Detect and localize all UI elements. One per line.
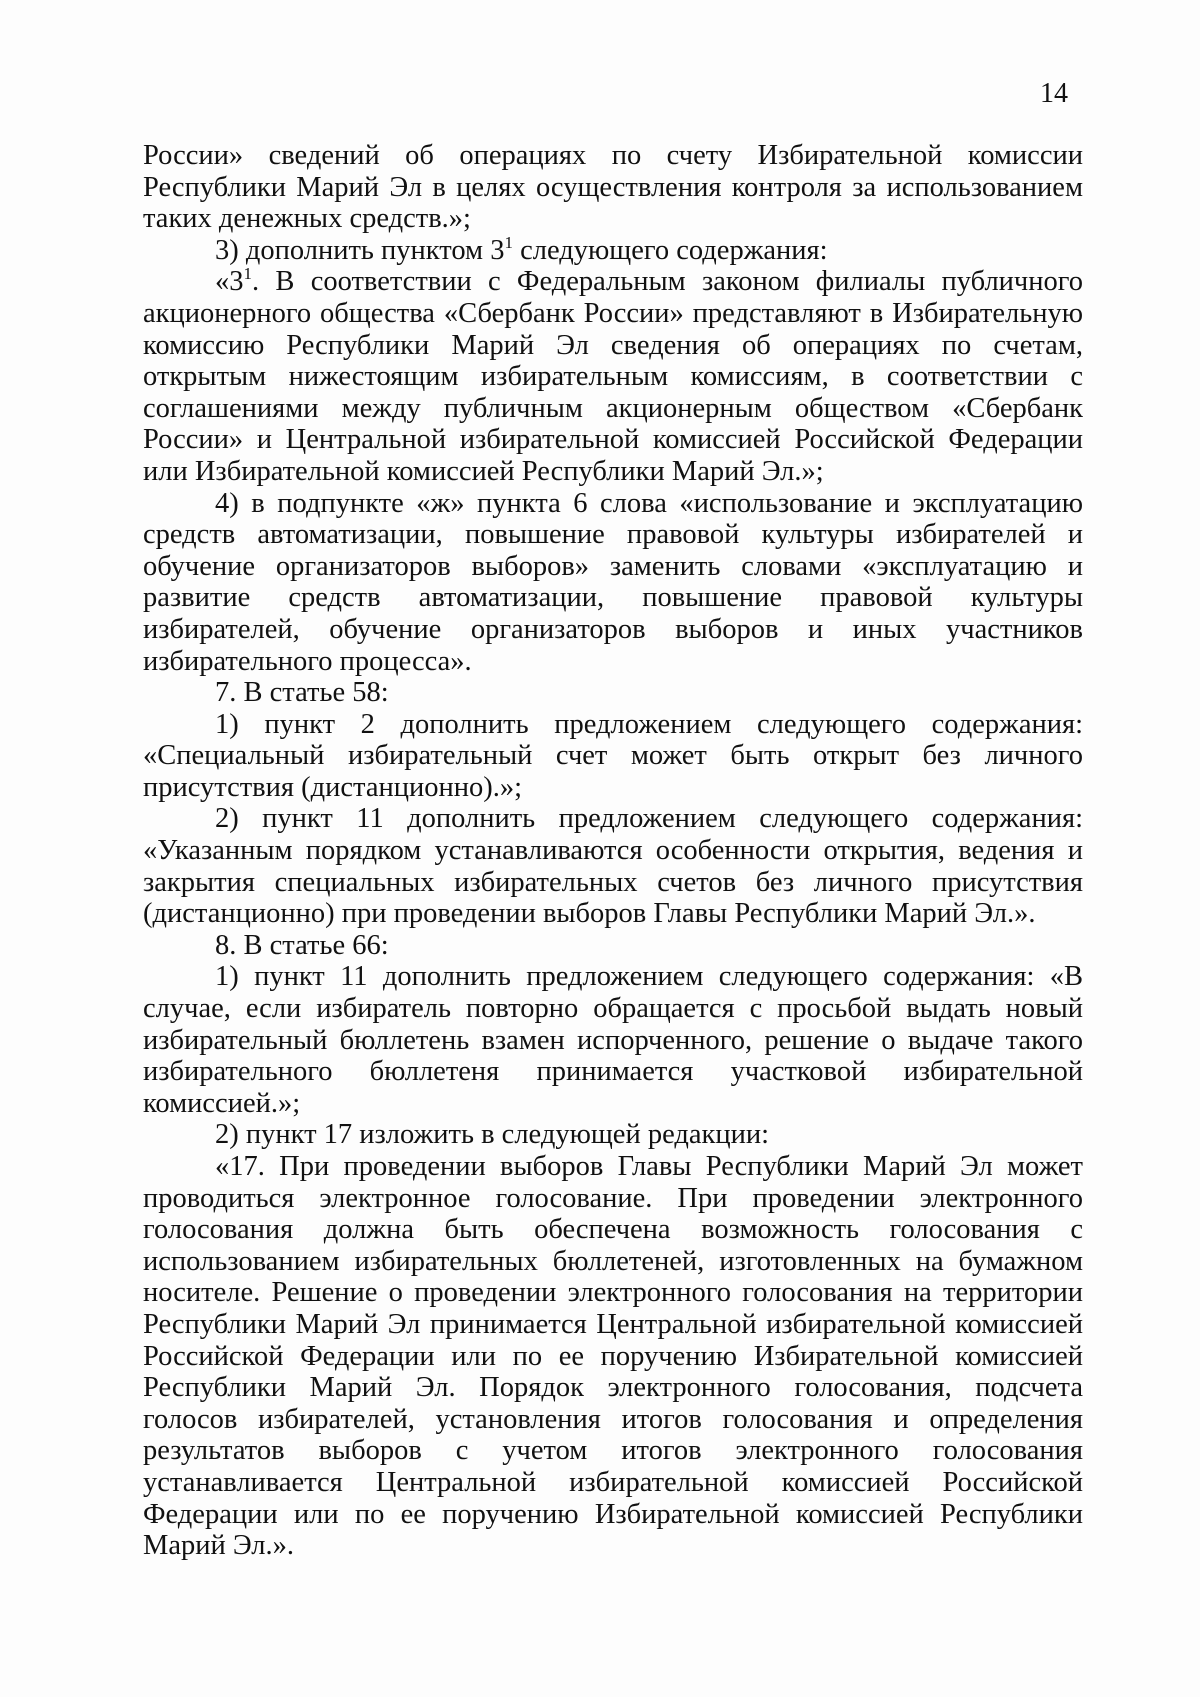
paragraph-article-58-item-1: 1) пункт 2 дополнить предложением следующего содержания: «Специальный избирательный счет может быть открыт без личного присутствия (дистанционно).»;: [143, 708, 1083, 803]
paragraph-item-3-post: следующего содержания:: [512, 234, 828, 266]
paragraph-article-66-item-2: 2) пункт 17 изложить в следующей редакции:: [215, 1119, 770, 1151]
paragraph-article-66-item-1: 1) пункт 11 дополнить предложением следующего содержания: «В случае, если избиратель повторно обращается с просьбой выдать новый избирательный бюллетень взамен испорченного, решение о выдаче такого избирательного бюллетеня принимается участковой избирательной комиссией.»;: [143, 961, 1083, 1119]
document-body: [143, 140, 1083, 1562]
paragraph-continuation: России» сведений об операциях по счету Избирательной комиссии Республики Марий Эл в целях осуществления контроля за использованием таких денежных средств.»;: [143, 140, 1083, 235]
superscript: 1: [504, 232, 513, 252]
superscript: 1: [243, 264, 252, 284]
paragraph-item-3-1-post: . В соответствии с Федеральным законом филиалы публичного акционерного общества «Сбербанк России» представляют в Избирательную комиссию Республики Марий Эл сведения об операциях по счетам, открытым нижестоящим избирательным комиссиям, в соответствии с соглашениями между публичным акционерным обществом «Сбербанк России» и Центральной избирательной комиссией Российской Федерации или Избирательной комиссией Республики Марий Эл.»;: [143, 266, 1083, 487]
paragraph-item-3-pre: 3) дополнить пунктом 3: [215, 234, 505, 266]
paragraph-item-3: [143, 232, 1083, 267]
paragraph-item-17-text: «17. При проведении выборов Главы Республики Марий Эл может проводиться электронное голосование. При проведении электронного голосования должна быть обеспечена возможность голосования с использованием избирательных бюллетеней, изготовленных на бумажном носителе. Решение о проведении электронного голосования на территории Республики Марий Эл принимается Центральной избирательной комиссией Российской Федерации или по ее поручению Избирательной комиссией Республики Марий Эл. Порядок электронного голосования, подсчета голосов избирателей, установления итогов голосования и определения результатов выборов с учетом итогов электронного голосования устанавливается Центральной избирательной комиссией Российской Федерации или по ее поручению Избирательной комиссией Республики Марий Эл.».: [143, 1151, 1083, 1562]
paragraph-item-3-1-pre: «3: [215, 266, 244, 298]
paragraph-item-4: 4) в подпункте «ж» пункта 6 слова «использование и эксплуатацию средств автоматизации, повышение правовой культуры избирателей и обучение организаторов выборов» заменить словами «эксплуатацию и развитие средств автоматизации, повышение правовой культуры избирателей, обучение организаторов выборов и иных участников избирательного процесса».: [143, 487, 1083, 677]
paragraph-item-3-1: [143, 266, 1083, 487]
section-heading-article-66: 8. В статье 66:: [215, 929, 389, 961]
page-number: 14: [1040, 78, 1068, 109]
section-heading-article-58: 7. В статье 58:: [215, 677, 389, 709]
paragraph-article-58-item-2: 2) пункт 11 дополнить предложением следующего содержания: «Указанным порядком устанавливаются особенности открытия, ведения и закрытия специальных избирательных счетов без личного присутствия (дистанционно) при проведении выборов Главы Республики Марий Эл.».: [143, 803, 1083, 930]
